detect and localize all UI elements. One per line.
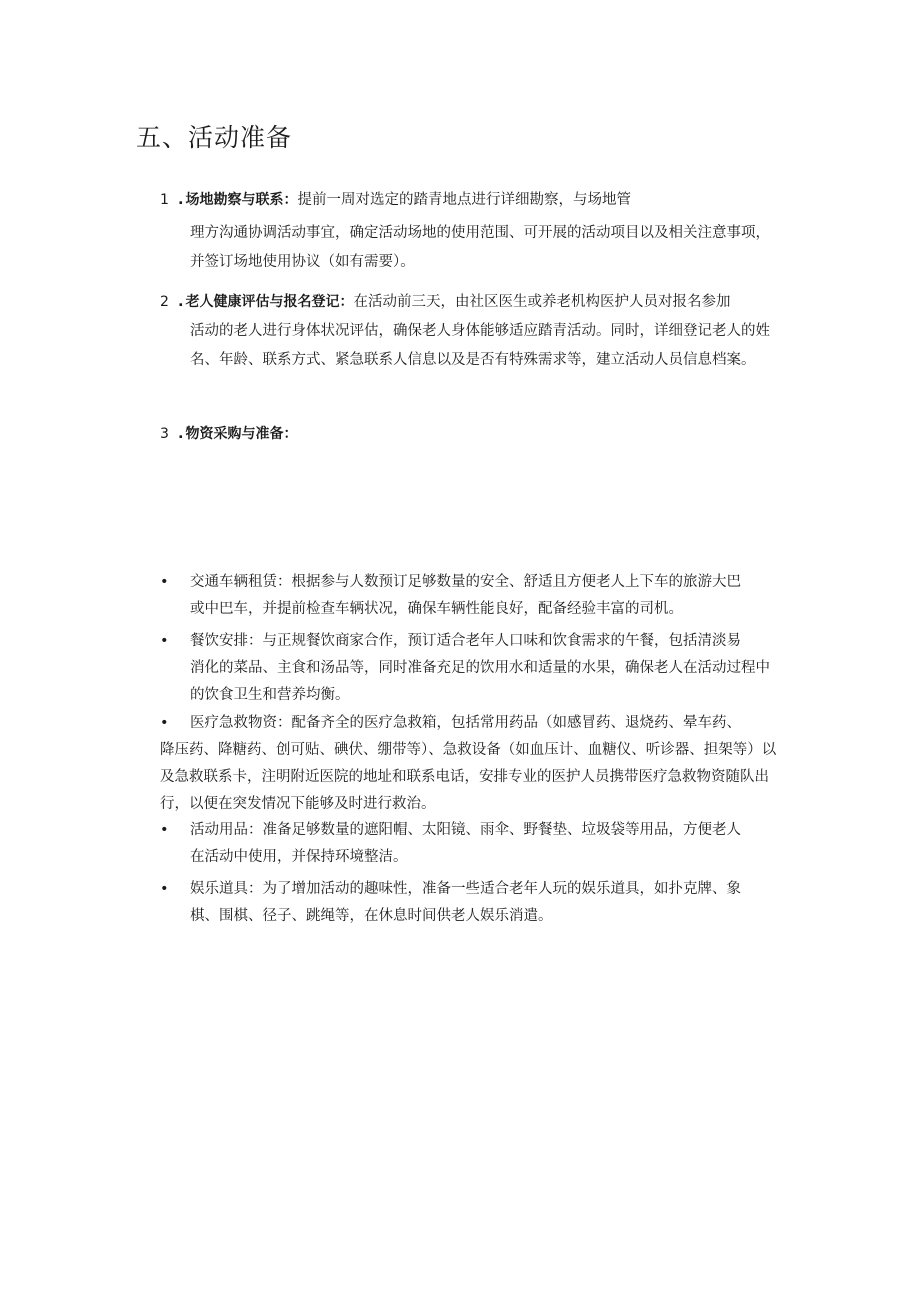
item-heading: 物资采购与准备： — [185, 426, 298, 442]
section-title: 五、活动准备 — [136, 123, 293, 152]
bullet-first-line-text: 活动用品：准备足够数量的遮阳帽、太阳镜、雨伞、野餐垫、垃圾袋等用品，方便老人 — [190, 822, 741, 838]
item-first-line — [160, 420, 780, 449]
bullet-icon: • — [160, 881, 169, 897]
item-number-dot: . — [178, 426, 184, 442]
bullet-continuation: 在活动中使用，并保持环境整洁。 — [190, 849, 408, 865]
bullet-icon: • — [160, 822, 169, 838]
bullet-continuation: 或中巴车，并提前检查车辆状况，确保车辆性能良好，配备经验丰富的司机。 — [190, 601, 683, 617]
bullet-first-line-text: 娱乐道具：为了增加活动的趣味性，准备一些适合老年人玩的娱乐道具，如扑克牌、象 — [190, 881, 741, 897]
bullet-first-line — [160, 710, 780, 737]
numbered-item-2 — [160, 288, 780, 375]
bullet-item-activity-supplies — [160, 817, 780, 871]
bullet-icon: • — [160, 715, 169, 731]
item-continuation: 活动的老人进行身体状况评估，确保老人身体能够适应踏青活动。同时，详细登记老人的姓名、年龄、联系方式、紧急联系人信息以及是否有特殊需求等，建立活动人员信息档案。 — [190, 323, 770, 368]
bullet-first-line-text: 餐饮安排：与正规餐饮商家合作，预订适合老年人口味和饮食需求的午餐，包括清淡易 — [190, 633, 741, 649]
item-first-line-text: 在活动前三天，由社区医生或养老机构医护人员对报名参加 — [353, 294, 731, 310]
item-number: 1 — [160, 192, 169, 208]
item-number-dot: . — [178, 192, 184, 208]
bullet-first-line — [160, 817, 780, 844]
item-number: 2 — [160, 294, 169, 310]
item-number-dot: . — [178, 294, 184, 310]
bullet-first-line — [160, 569, 780, 596]
item-continuation: 理方沟通协调活动事宜，确定活动场地的使用范围、可开展的活动项目以及相关注意事项，并签订场地使用协议（如有需要）。 — [190, 225, 770, 270]
bullet-item-medical — [160, 710, 780, 818]
bullet-first-line — [160, 628, 780, 655]
item-heading: 老人健康评估与报名登记： — [185, 294, 354, 310]
item-number: 3 — [160, 426, 169, 442]
bullet-item-catering — [160, 628, 780, 709]
item-first-line — [160, 288, 780, 317]
numbered-item-3 — [160, 420, 780, 449]
item-first-line-text: 提前一周对选定的踏青地点进行详细勘察，与场地管 — [297, 192, 632, 208]
bullet-continuation: 消化的菜品、主食和汤品等，同时准备充足的饮用水和适量的水果，确保老人在活动过程中的饮食卫生和营养均衡。 — [190, 660, 770, 703]
bullet-continuation: 棋、围棋、径子、跳绳等，在休息时间供老人娱乐消遣。 — [190, 908, 553, 924]
item-first-line — [160, 186, 780, 215]
bullet-first-line — [160, 876, 780, 903]
bullet-item-transport — [160, 569, 780, 623]
bullet-item-entertainment — [160, 876, 780, 930]
bullet-icon: • — [160, 574, 169, 590]
bullet-continuation: 降压药、降糖药、创可贴、碘伏、绷带等）、急救设备（如血压计、血糖仪、听诊器、担架等）以及急救联系卡，注明附近医院的地址和联系电话，安排专业的医护人员携带医疗急救物资随队出行，以便在突发情况下能够及时进行救治。 — [160, 742, 777, 812]
bullet-icon: • — [160, 633, 169, 649]
numbered-item-1 — [160, 186, 780, 277]
item-heading: 场地勘察与联系： — [185, 192, 298, 208]
bullet-first-line-text: 交通车辆租赁：根据参与人数预订足够数量的安全、舒适且方便老人上下车的旅游大巴 — [190, 574, 741, 590]
bullet-first-line-text: 医疗急救物资：配备齐全的医疗急救箱，包括常用药品（如感冒药、退烧药、晕车药、 — [190, 715, 741, 731]
